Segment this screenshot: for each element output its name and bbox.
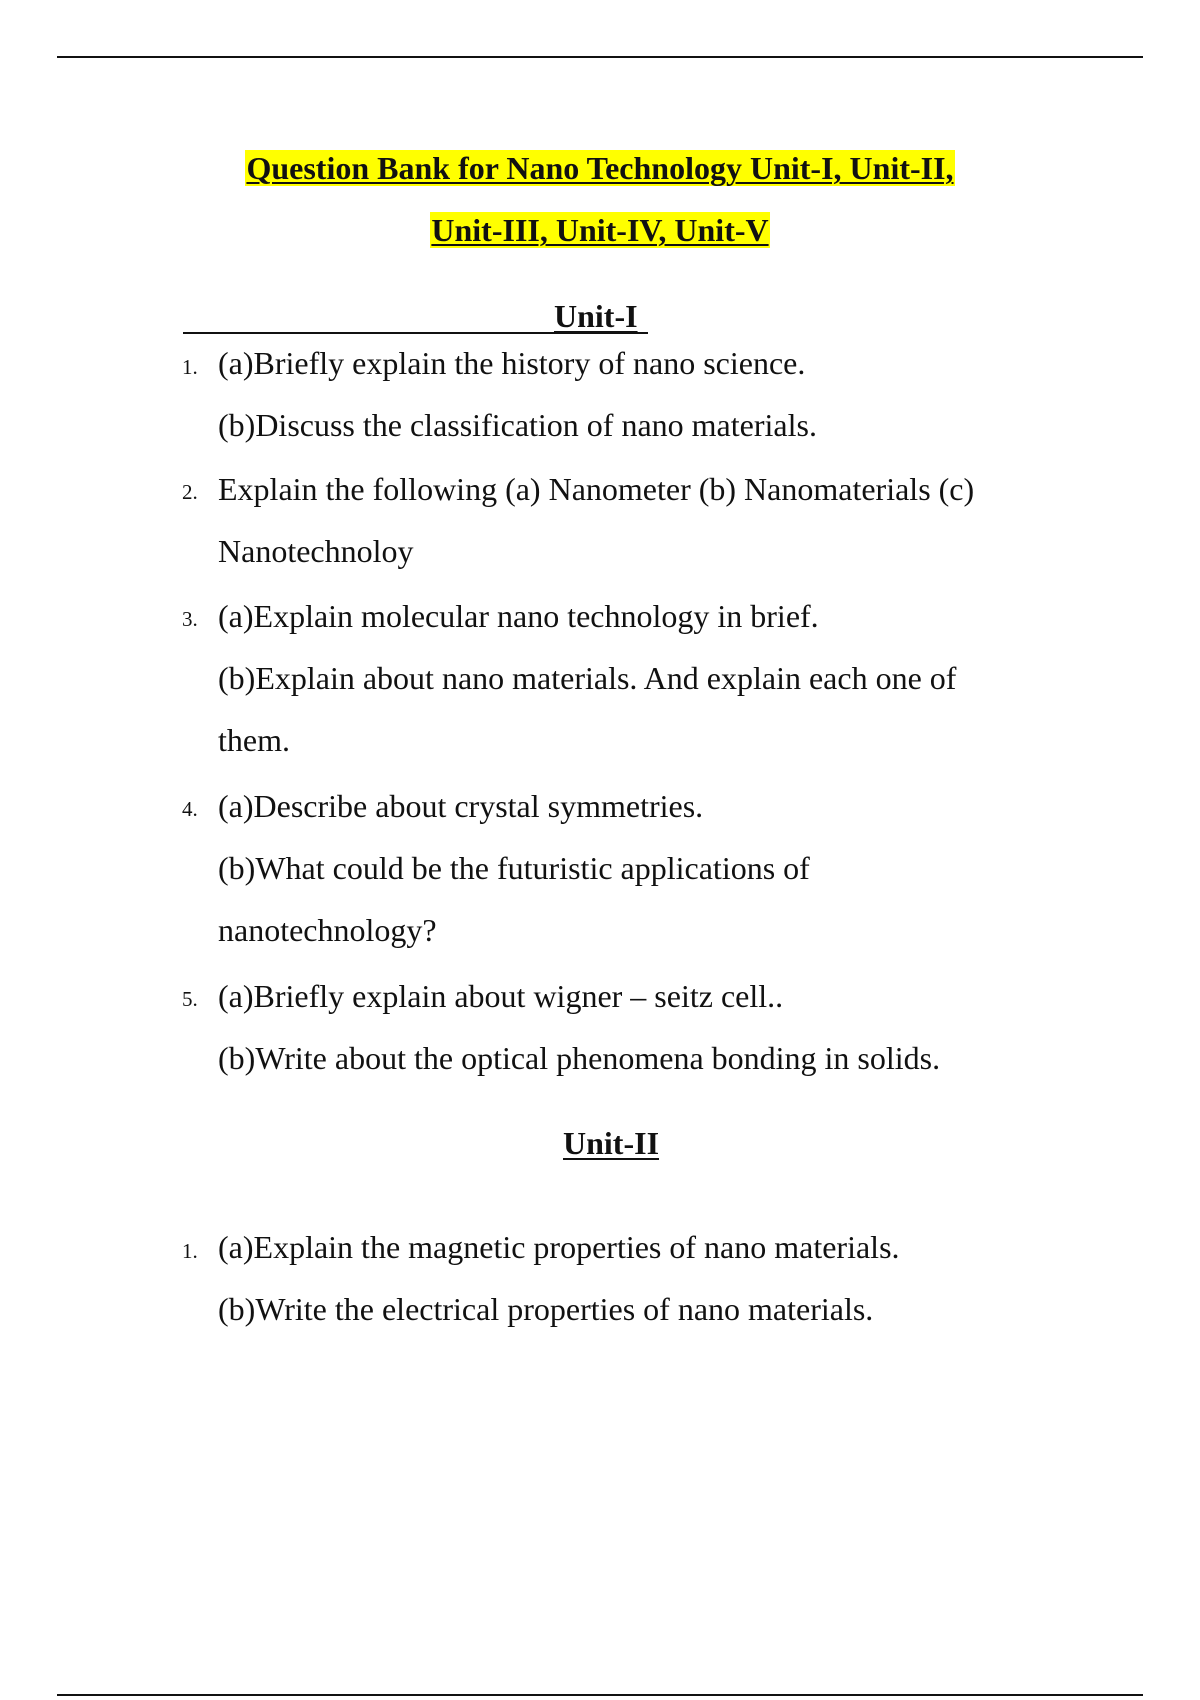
question-line: (b)Explain about nano materials. And explain each one of xyxy=(218,660,957,696)
question-line: Explain the following (a) Nanometer (b) Nanomaterials (c) xyxy=(218,471,975,507)
question-number: 5. xyxy=(182,987,198,1011)
question-line: Nanotechnoloy xyxy=(218,533,414,569)
question-line: (b)Write about the optical phenomena bonding in solids. xyxy=(218,1040,941,1076)
question-line: nanotechnology? xyxy=(218,912,437,948)
question-line: (a)Briefly explain the history of nano science. xyxy=(218,345,806,381)
question-number: 2. xyxy=(182,480,198,504)
title-line-2 xyxy=(0,210,1200,250)
question-line: (b)Write the electrical properties of nano materials. xyxy=(218,1291,874,1327)
unit-2-heading: Unit-II xyxy=(563,1125,660,1161)
question-number: 1. xyxy=(182,1239,198,1263)
question-line: (b)What could be the futuristic applications of xyxy=(218,850,810,886)
question-line: (a)Explain the magnetic properties of nano materials. xyxy=(218,1229,900,1265)
bottom-rule xyxy=(57,1694,1143,1696)
title-line-1 xyxy=(0,148,1200,188)
title-text-2: Unit-III, Unit-IV, Unit-V xyxy=(431,212,769,248)
question-number: 3. xyxy=(182,607,198,631)
title-text-1: Question Bank for Nano Technology Unit-I, Unit-II, xyxy=(246,150,954,186)
question-line: (b)Discuss the classification of nano materials. xyxy=(218,407,817,443)
question-number: 4. xyxy=(182,797,198,821)
question-line: (a)Briefly explain about wigner – seitz cell.. xyxy=(218,978,784,1014)
question-line: them. xyxy=(218,722,290,758)
top-rule xyxy=(57,56,1143,58)
unit-1-heading: Unit-I xyxy=(554,298,638,334)
question-line: (a)Explain molecular nano technology in brief. xyxy=(218,598,819,634)
question-line: (a)Describe about crystal symmetries. xyxy=(218,788,704,824)
question-number: 1. xyxy=(182,355,198,379)
